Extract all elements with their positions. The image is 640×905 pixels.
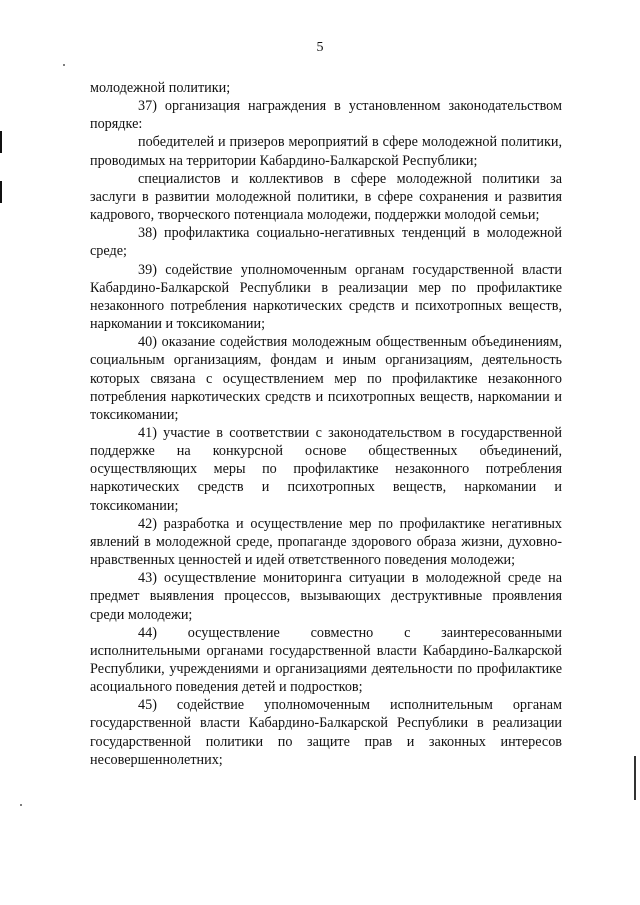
paragraph-continuation: молодежной политики; (90, 80, 231, 96)
paragraph-item-44: 44) осуществление совместно с заинтересованными исполнительными органами государственной власти Кабардино-Балкарской Республики, учреждениями и организациями деятельности по профилактике асоциального поведения детей и подростков; (90, 624, 562, 696)
paragraph-item-37: 37) организация награждения в установленном законодательством порядке: (90, 98, 562, 133)
paragraph-item-40: 40) оказание содействия молодежным общественным объединениям, социальным организациям, фондам и иным организациям, деятельность которых связана с осуществлением мер по профилактике незаконного потребления наркотических средств и психотропных веществ, наркомании и токсикомании; (90, 334, 562, 423)
paragraph-item-37-winners: победителей и призеров мероприятий в сфере молодежной политики, проводимых на территории Кабардино-Балкарской Республики; (90, 134, 562, 169)
document-body (90, 79, 562, 769)
page-number: 5 (316, 40, 324, 55)
scan-dot-bottom (20, 804, 22, 806)
scan-mark-right-edge (634, 756, 636, 800)
paragraph-item-45: 45) содействие уполномоченным исполнительным органам государственной власти Кабардино-Балкарской Республики в реализации государственной политики по защите прав и законных интересов несовершеннолетних; (90, 697, 562, 768)
paragraph-item-43: 43) осуществление мониторинга ситуации в молодежной среде на предмет выявления процессов, вызывающих деструктивные проявления среди молодежи; (90, 570, 562, 623)
paragraph-item-37-specialists: специалистов и коллективов в сфере молодежной политики за заслуги в развитии молодежной политики, в сфере сохранения и развития кадрового, творческого потенциала молодежи, поддержки молодой семьи; (90, 170, 562, 224)
paragraph-item-38: 38) профилактика социально-негативных тенденций в молодежной среде; (90, 225, 562, 260)
scan-mark-top-left (0, 131, 2, 153)
scan-dot-top (63, 64, 65, 66)
scan-mark-middle-left (0, 181, 2, 203)
paragraph-item-41: 41) участие в соответствии с законодательством в государственной поддержке на конкурсной основе общественных объединений, осуществляющих меры по профилактике незаконного потребления наркотических средств и психотропных веществ, наркомании и токсикомании; (90, 424, 562, 514)
paragraph-item-42: 42) разработка и осуществление мер по профилактике негативных явлений в молодежной среде, пропаганде здорового образа жизни, духовно-нравственных ценностей и идей ответственного поведения молодежи; (90, 515, 562, 569)
paragraph-item-39: 39) содействие уполномоченным органам государственной власти Кабардино-Балкарской Республики в реализации мер по профилактике незаконного потребления наркотических средств и психотропных веществ, наркомании и токсикомании; (90, 261, 562, 333)
